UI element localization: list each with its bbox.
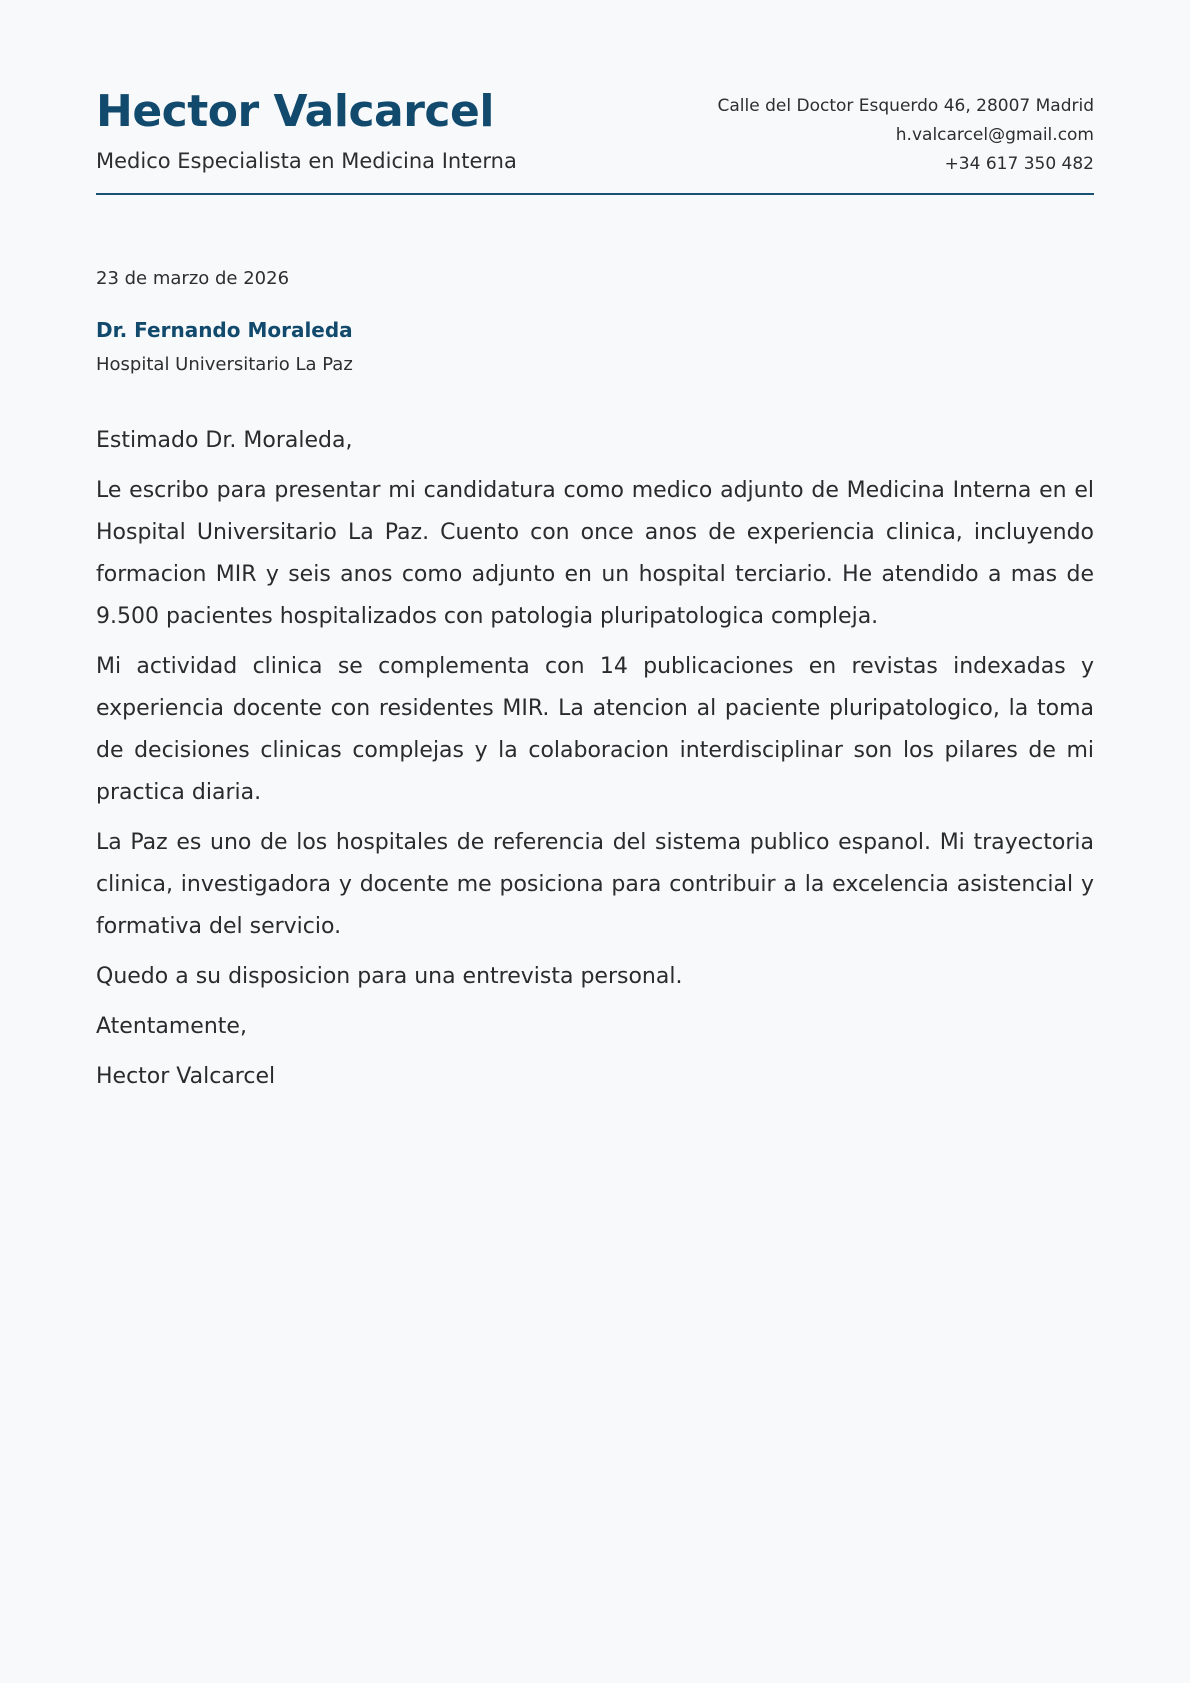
recipient-organization: Hospital Universitario La Paz xyxy=(96,354,353,375)
sender-contact xyxy=(718,92,1094,179)
salutation: Estimado Dr. Moraleda, xyxy=(96,428,353,453)
sender-address: Calle del Doctor Esquerdo 46, 28007 Madrid xyxy=(717,96,1094,116)
body-paragraph-3: La Paz es uno de los hospitales de referencia del sistema publico espanol. Mi trayectoria clinica, investigadora y docente me posiciona para contribuir a la excelencia asistencial y formativa del servicio. xyxy=(96,830,1094,939)
closing: Atentamente, xyxy=(96,1014,247,1039)
body-paragraph-4: Quedo a su disposicion para una entrevista personal. xyxy=(96,964,683,989)
letter-header xyxy=(96,0,1094,195)
recipient-name: Dr. Fernando Moraleda xyxy=(96,318,353,342)
body-paragraph-2: Mi actividad clinica se complementa con 14 publicaciones en revistas indexadas y experiencia docente con residentes MIR. La atencion al paciente pluripatologico, la toma de decisiones clinicas complejas y la colaboracion interdisciplinar son los pilares de mi practica diaria. xyxy=(96,654,1094,805)
letter-body xyxy=(96,420,1094,1106)
signature: Hector Valcarcel xyxy=(96,1064,276,1089)
sender-title: Medico Especialista en Medicina Interna xyxy=(96,149,517,173)
letter-date: 23 de marzo de 2026 xyxy=(96,268,290,289)
body-paragraph-1: Le escribo para presentar mi candidatura como medico adjunto de Medicina Interna en el Hospital Universitario La Paz. Cuento con once anos de experiencia clinica, incluyendo formacion MIR y seis anos como adjunto en un hospital terciario. He atendido a mas de 9.500 pacientes hospitalizados con patologia pluripatologica compleja. xyxy=(96,478,1094,629)
cover-letter-page xyxy=(96,0,1094,1089)
sender-name: Hector Valcarcel xyxy=(96,86,494,137)
sender-phone: +34 617 350 482 xyxy=(944,154,1094,174)
sender-email: h.valcarcel@gmail.com xyxy=(895,125,1094,145)
